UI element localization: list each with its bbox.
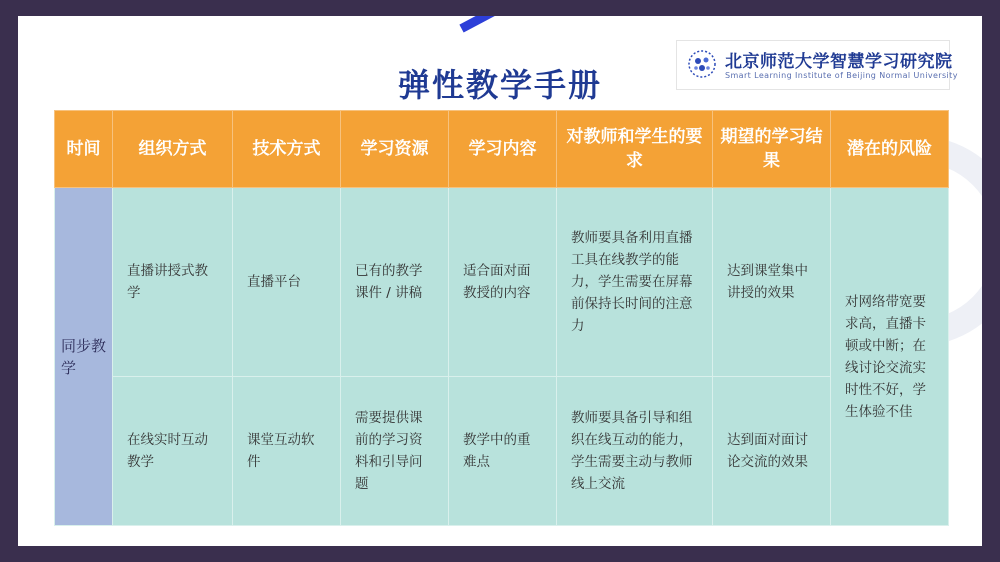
outcomes-cell: 达到面对面讨论交流的效果 xyxy=(713,377,831,526)
risk-cell: 对网络带宽要求高，直播卡顿或中断；在线讨论交流实时性不好，学生体验不佳 xyxy=(831,188,949,526)
institute-name-cn: 北京师范大学智慧学习研究院 xyxy=(725,52,953,72)
decorative-stripe xyxy=(459,16,516,33)
header-time: 时间 xyxy=(55,111,113,188)
time-cell: 同步教学 xyxy=(55,188,113,526)
header-risks: 潜在的风险 xyxy=(831,111,949,188)
slide xyxy=(18,16,982,546)
resources-cell: 已有的教学课件 / 讲稿 xyxy=(341,188,449,377)
requirements-cell: 教师要具备引导和组织在线互动的能力，学生需要主动与教师线上交流 xyxy=(557,377,713,526)
header-requirements: 对教师和学生的要求 xyxy=(557,111,713,188)
brain-logo-icon xyxy=(687,49,717,79)
technology-cell: 直播平台 xyxy=(233,188,341,377)
content-cell: 适合面对面教授的内容 xyxy=(449,188,557,377)
outcomes-cell: 达到课堂集中讲授的效果 xyxy=(713,188,831,377)
organization-cell: 直播讲授式教学 xyxy=(113,188,233,377)
resources-cell: 需要提供课前的学习资料和引导问题 xyxy=(341,377,449,526)
table-row xyxy=(55,377,949,526)
technology-cell: 课堂互动软件 xyxy=(233,377,341,526)
header-outcomes: 期望的学习结果 xyxy=(713,111,831,188)
teaching-handbook-table xyxy=(54,110,949,526)
header-technology: 技术方式 xyxy=(233,111,341,188)
header-organization: 组织方式 xyxy=(113,111,233,188)
header-resources: 学习资源 xyxy=(341,111,449,188)
header-content: 学习内容 xyxy=(449,111,557,188)
organization-cell: 在线实时互动教学 xyxy=(113,377,233,526)
table-header-row xyxy=(55,111,949,188)
content-cell: 教学中的重难点 xyxy=(449,377,557,526)
institute-logo xyxy=(676,40,958,90)
page-title: 弹性教学手册 xyxy=(397,66,602,104)
institute-name-en: Smart Learning Institute of Beijing Normal University xyxy=(725,71,958,80)
requirements-cell: 教师要具备利用直播工具在线教学的能力，学生需要在屏幕前保持长时间的注意力 xyxy=(557,188,713,377)
table-row xyxy=(55,188,949,377)
